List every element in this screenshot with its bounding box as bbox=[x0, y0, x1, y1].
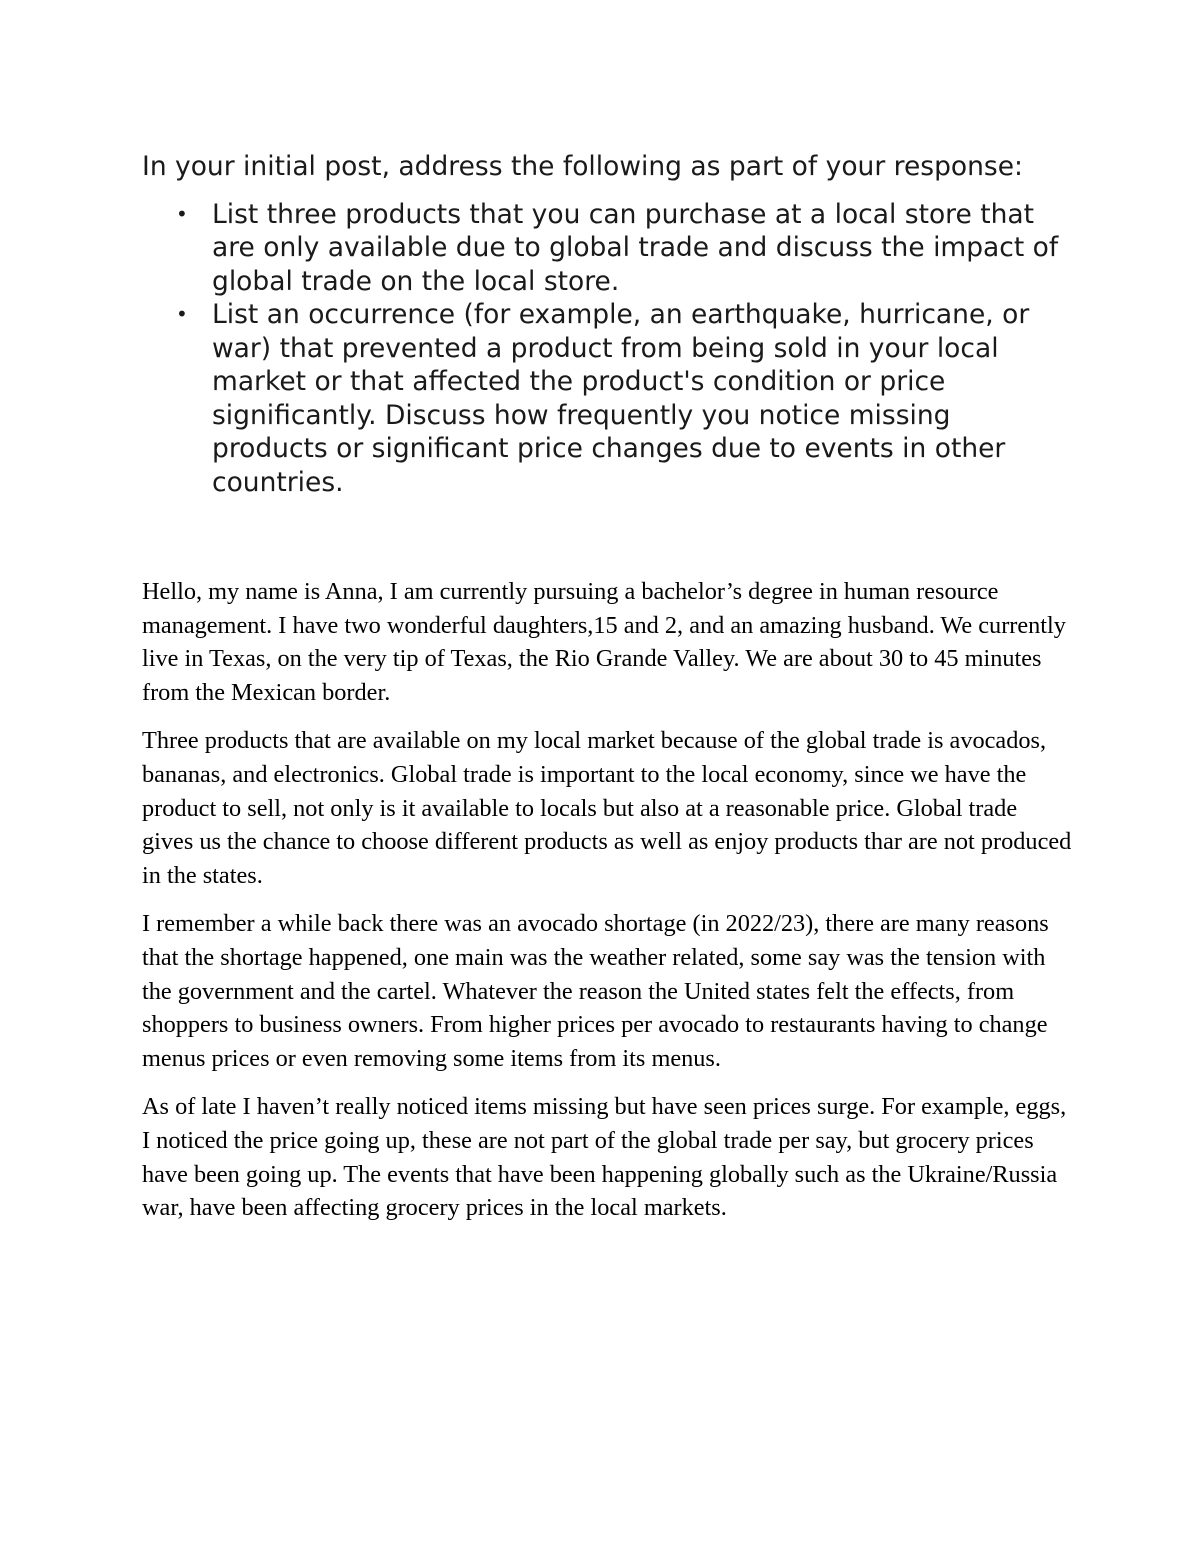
student-response bbox=[142, 575, 1072, 1240]
response-paragraph-intro: Hello, my name is Anna, I am currently pursuing a bachelor’s degree in human resource management. I have two wonderful daughters,15 and 2, and an amazing husband. We currently live in Texas, on the very tip of Texas, the Rio Grande Valley. We are about 30 to 45 minutes from the Mexican border. bbox=[142, 578, 1066, 706]
response-paragraph-shortage: I remember a while back there was an avocado shortage (in 2022/23), there are many reasons that the shortage happened, one main was the weather related, some say was the tension with the government and the cartel. Whatever the reason the United states felt the effects, from shoppers to business owners. From higher prices per avocado to restaurants having to change menus prices or even removing some items from its menus. bbox=[142, 910, 1049, 1072]
response-paragraph-prices: As of late I haven’t really noticed items missing but have seen prices surge. For example, eggs, I noticed the price going up, these are not part of the global trade per say, but grocery prices have been going up. The events that have been happening globally such as the Ukraine/Russia war, have been affecting grocery prices in the local markets. bbox=[142, 1093, 1067, 1222]
prompt-bullet-item bbox=[176, 298, 1062, 499]
discussion-prompt bbox=[142, 150, 1062, 499]
prompt-bullet-list bbox=[142, 198, 1062, 500]
prompt-bullet-item bbox=[176, 198, 1062, 299]
prompt-bullet-text: List an occurrence (for example, an earthquake, hurricane, or war) that prevented a product from being sold in your local market or that affected the product's condition or price significantly. Discuss how frequently you notice missing products or significant price changes due to events in other countries. bbox=[212, 299, 1030, 498]
bullet-icon: • bbox=[176, 201, 188, 226]
prompt-intro: In your initial post, address the following as part of your response: bbox=[142, 151, 1023, 182]
response-paragraph-products: Three products that are available on my local market because of the global trade is avocados, bananas, and electronics. Global trade is important to the local economy, since we have the product to sell, not only is it available to locals but also at a reasonable price. Global trade gives us the chance to choose different products as well as enjoy products thar are not produced in the states. bbox=[142, 727, 1072, 889]
bullet-icon: • bbox=[176, 302, 188, 326]
prompt-bullet-text: List three products that you can purchase at a local store that are only available due to global trade and discuss the impact of global trade on the local store. bbox=[212, 198, 1059, 297]
